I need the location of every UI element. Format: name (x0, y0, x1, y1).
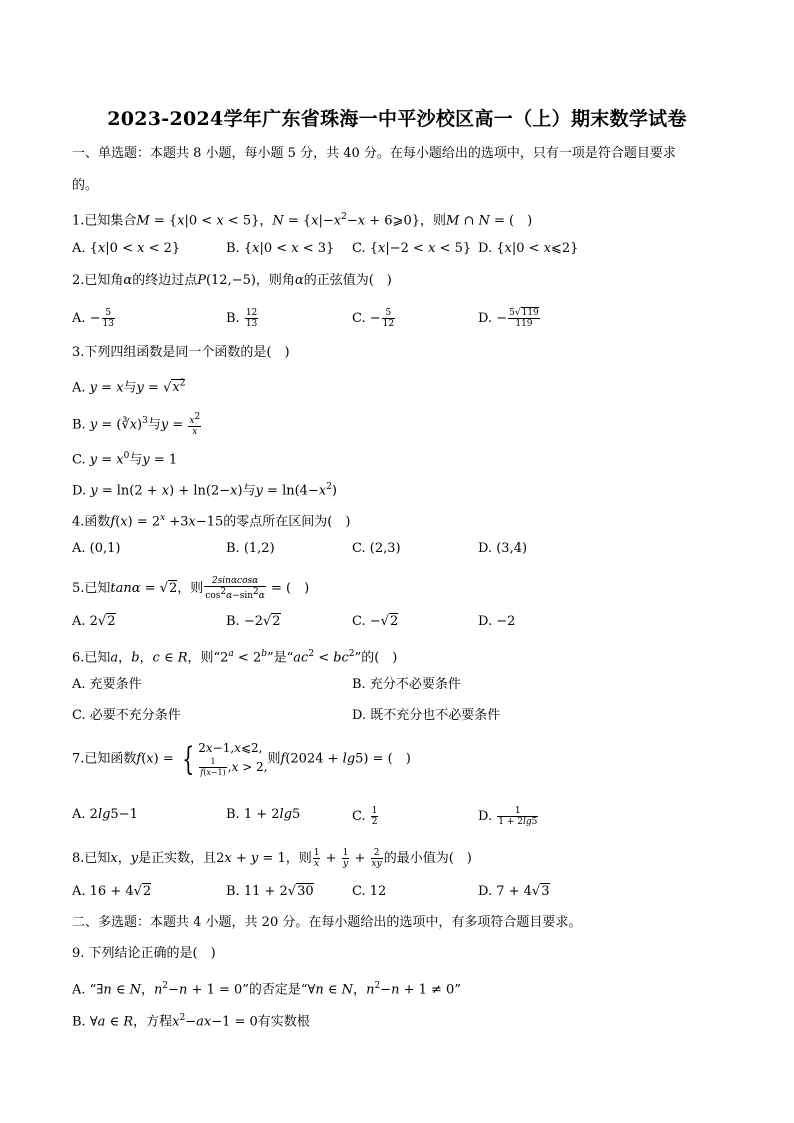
q6-option-a: A. 充要条件 (72, 677, 142, 692)
q5-option-d: D. −2 (478, 614, 516, 629)
q7-option-d: D. $\frac{1}{1 + 2\lg 5}$ (478, 806, 538, 827)
q2-option-b: B. $\frac{12}{13}$ (226, 308, 258, 329)
q6-stem: 6.已知a，b，c ∈ R，则“$2^a < 2^b$”是“$ac^2 < bc^2$”的( ) (72, 649, 398, 666)
q1-option-a: A. {x|0 < x < 2} (72, 241, 181, 256)
q1-option-b: B. {x|0 < x < 3} (226, 241, 335, 256)
q8-option-a: A. 16 + 4√2 (72, 884, 152, 899)
section1-heading-cont: 的。 (72, 178, 99, 193)
q4-option-c: C. (2,3) (352, 541, 401, 556)
q5-option-a: A. 2√2 (72, 614, 116, 629)
q6-option-b: B. 充分不必要条件 (352, 677, 461, 692)
q9-option-a: A. “∃n ∈ N，$n^2-n + 1 = 0$”的否定是“∀n ∈ N，$n^2-n + 1 \ne 0$” (72, 981, 461, 998)
q6-option-d: D. 既不充分也不必要条件 (352, 708, 501, 723)
q4-stem: 4.函数$f(x) = 2^x +3x-15$的零点所在区间为( ) (72, 513, 351, 530)
q1-stem: 1.已知集合M = {x|0 < x < 5}，$N = \{x|-x^2-x$ + 6⩾0}，则M ∩ N = ( ) (72, 212, 533, 229)
q2-option-a: A. − $\frac{5}{13}$ (72, 308, 114, 329)
q8-option-d: D. 7 + 4√3 (478, 884, 550, 899)
q2-stem: 2.已知角α的终边过点P(12,−5)，则角α的正弦值为( ) (72, 273, 392, 288)
q7-stem: 7.已知函数f(x) = { 2x−1,x⩽2, $\frac{1}{f(x-1)}$ ,x > 2,则f(2024 + lg5) = ( ) (72, 740, 411, 778)
q3-option-b: B. y = (∛x)$^3$与y = $\frac{x^2}{x}$ (72, 412, 201, 438)
q1-option-c: C. {x|−2 < x < 5} (352, 241, 472, 256)
q2-option-c: C. − $\frac{5}{12}$ (352, 308, 395, 329)
q4-option-a: A. (0,1) (72, 541, 121, 556)
q9-option-b: B. ∀a ∈ R，方程$x^2-ax-1 = 0$有实数根 (72, 1013, 310, 1030)
q4-option-b: B. (1,2) (226, 541, 275, 556)
q1-option-d: D. {x|0 < x⩽2} (478, 241, 579, 256)
q4-option-d: D. (3,4) (478, 541, 528, 556)
q7-option-b: B. 1 + 2lg5 (226, 807, 301, 822)
q3-stem: 3.下列四组函数是同一个函数的是( ) (72, 345, 290, 360)
q5-option-c: C. −√2 (352, 614, 399, 629)
q8-option-c: C. 12 (352, 884, 387, 899)
section2-heading: 二、多选题：本题共 4 小题，共 20 分。在每小题给出的选项中，有多项符合题目要求。 (72, 915, 582, 930)
q6-option-c: C. 必要不充分条件 (72, 708, 181, 723)
q5-option-b: B. −2√2 (226, 614, 281, 629)
exam-title: 2023-2024学年广东省珠海一中平沙校区高一（上）期末数学试卷 (107, 108, 687, 130)
q3-option-d: D. y = ln(2 + x) + ln(2−x)与$y = \ln(4-x^2)$ (72, 482, 337, 499)
q7-option-c: C. $\frac{1}{2}$ (352, 806, 378, 827)
q3-option-c: C. $y = x^0$与y = 1 (72, 451, 178, 468)
q3-option-a: A. y = x与$y = √x^2$ (72, 379, 186, 396)
q8-stem: 8.已知x，y是正实数，且2x + y = 1，则 $\frac{1}{x}$ + $\frac{1}{y}$ + $\frac{2}{xy}$ 的最小值为( ) (72, 848, 472, 869)
q8-option-b: B. 11 + 2√30 (226, 884, 314, 899)
q9-stem: 9. 下列结论正确的是( ) (72, 946, 216, 961)
section1-heading: 一、单选题：本题共 8 小题，每小题 5 分，共 40 分。在每小题给出的选项中，只有一项是符合题目要求 (72, 146, 676, 161)
q5-stem: 5.已知tanα = √2，则 $\frac{2\sin\alpha\cos\alpha}{\cos^2\alpha-\sin^2\alpha}$ = ( ) (72, 576, 310, 601)
q2-option-d: D. − $\frac{5√119}{119}$ (478, 308, 539, 329)
q7-option-a: A. 2lg5−1 (72, 807, 138, 822)
